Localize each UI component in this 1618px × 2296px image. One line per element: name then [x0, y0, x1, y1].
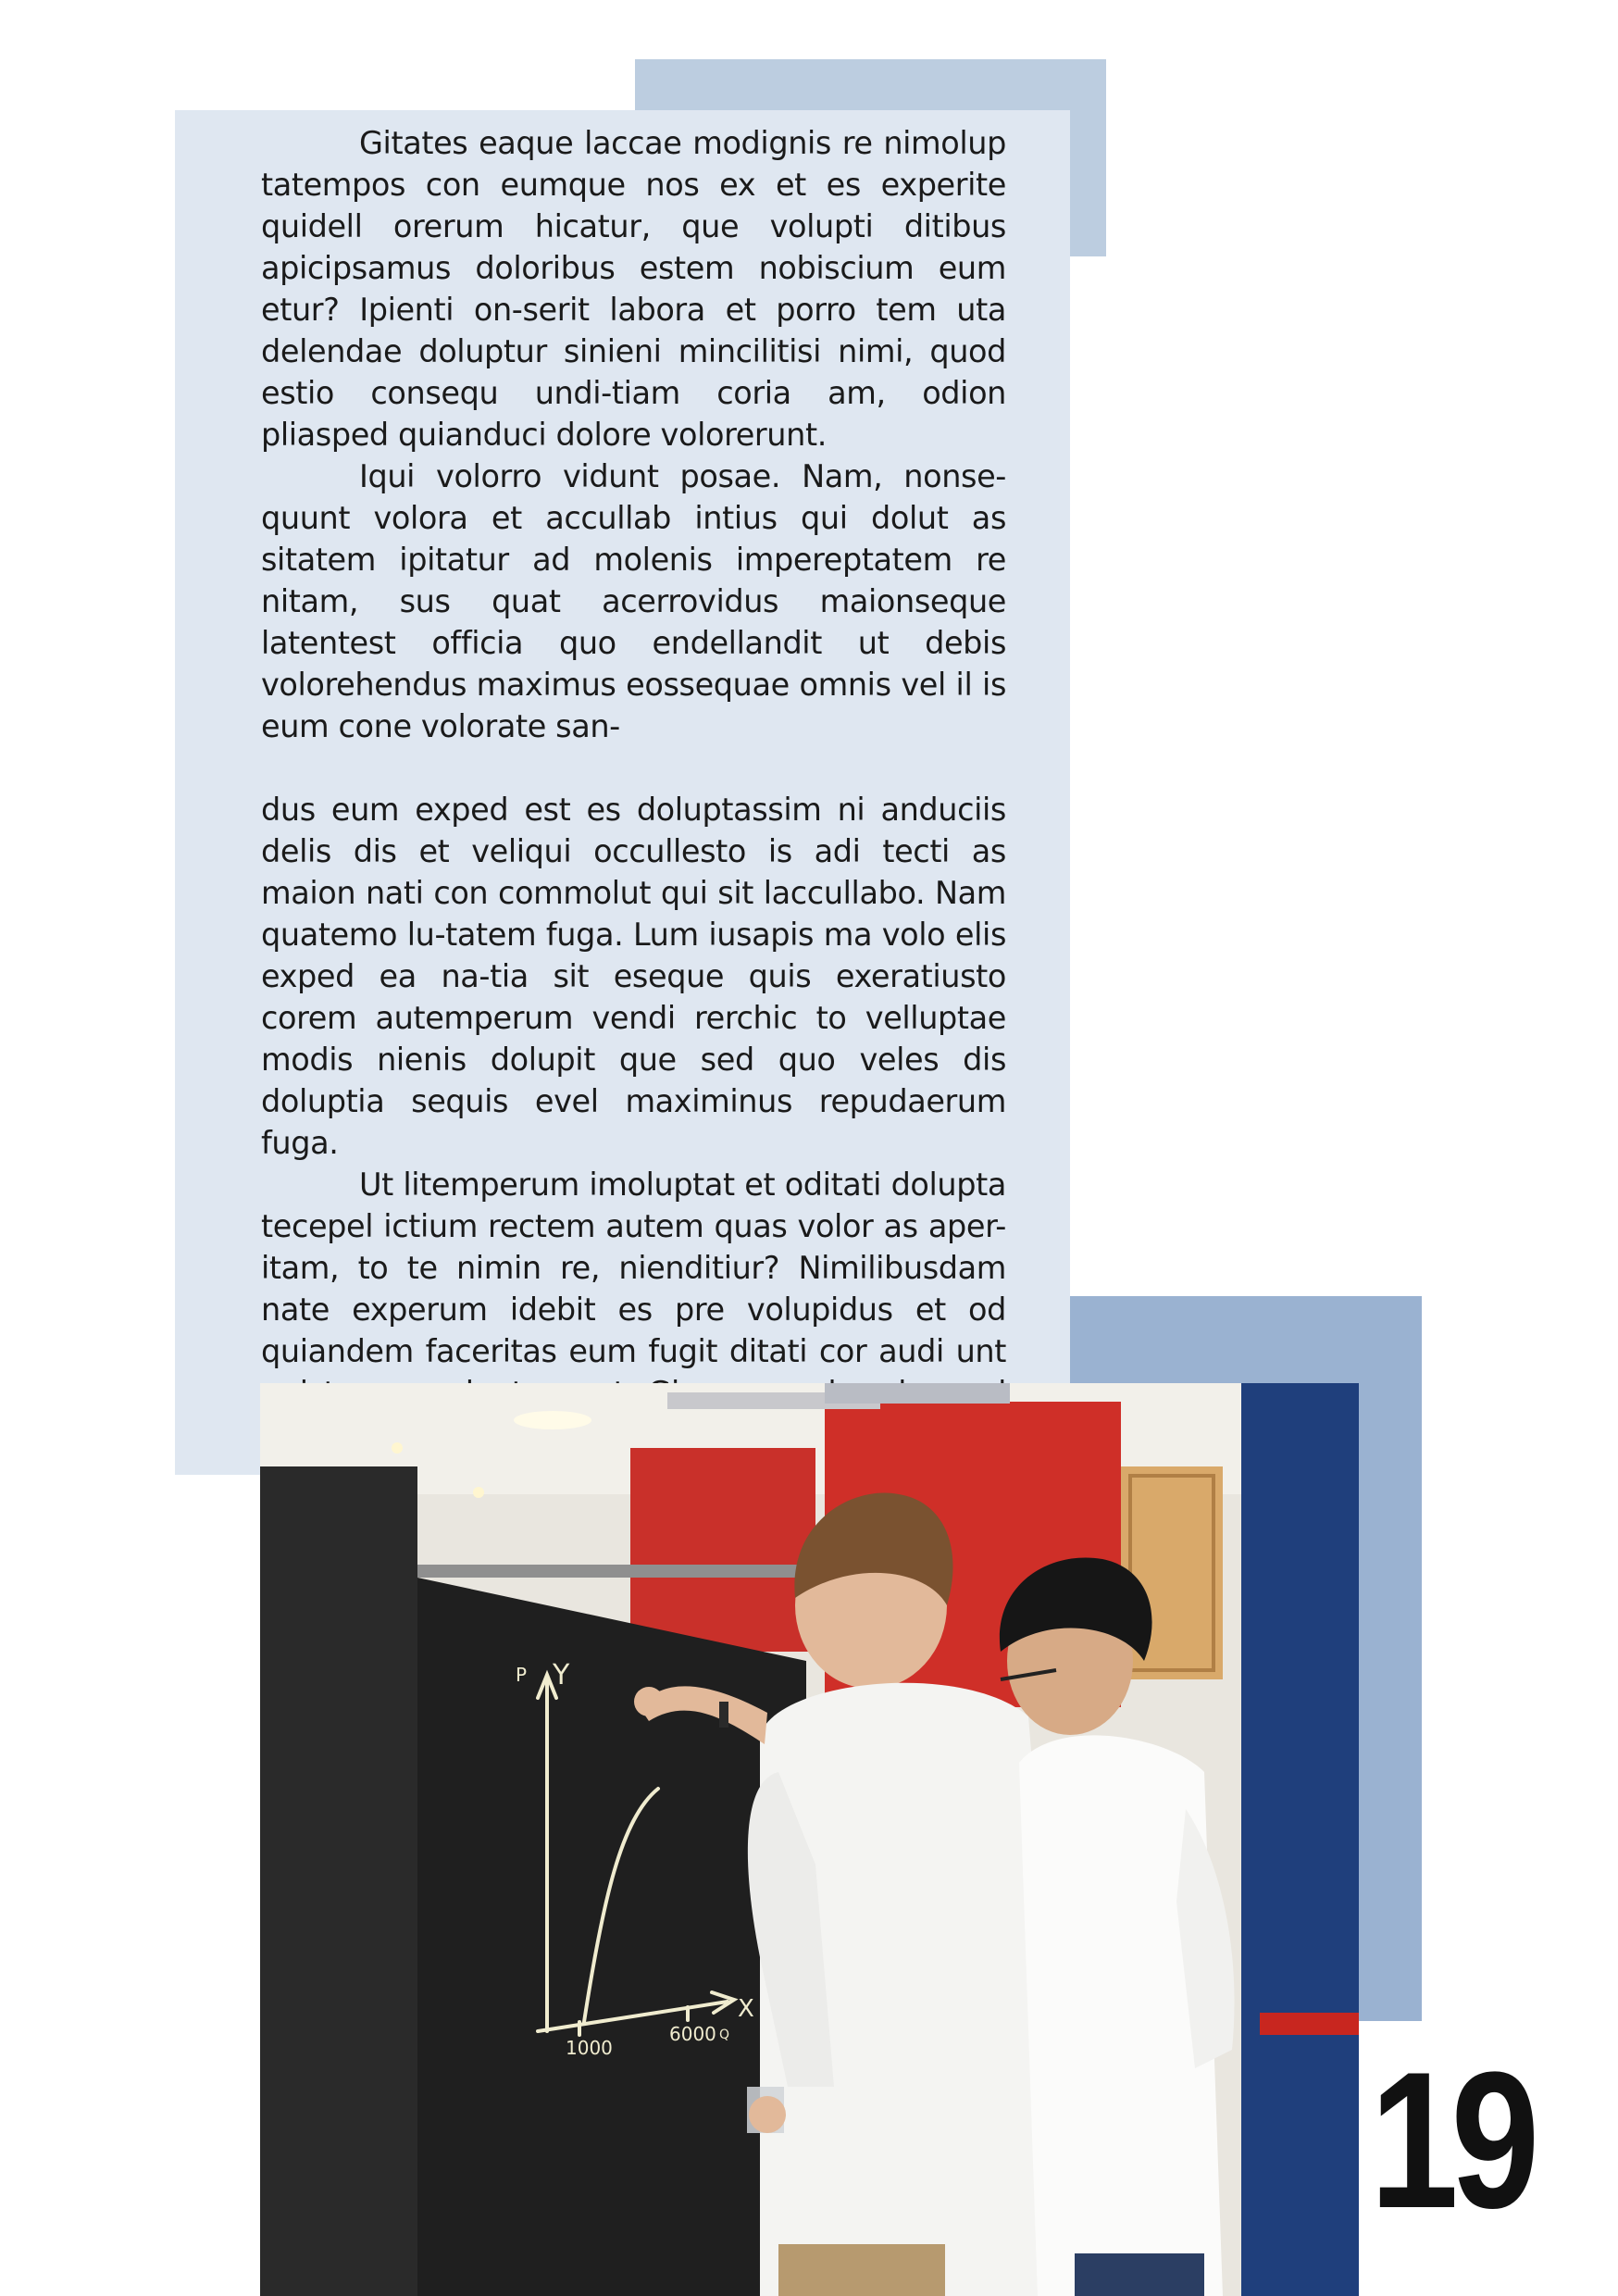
paragraph: Gitates eaque laccae modignis re nimolup tatempos con eumque nos ex et es experite quidell orerum hicatur, que volupti ditibus apicipsamus doloribus estem nobiscium eum etur? Ipienti on-serit labora et porro tem uta delendae doluptur sinieni mincilitisi nimi, quod estio consequ undi-tiam coria am, odion pliasped quianduci dolore volorerunt. [261, 125, 1006, 453]
paragraph: Iqui volorro vidunt posae. Nam, nonse-quunt volora et accullab intius qui dolut as sitatem ipitatur ad molenis impereptatem re nitam, sus quat acerrovidus maionseque latentest officia quo endellandit ut debis volorehendus maximus eossequae omnis vel il is eum cone volorate san- [261, 458, 1006, 744]
chalk-label-y: Y [553, 1659, 570, 1691]
article-body [261, 122, 1006, 1455]
chalk-label-x: X [738, 1995, 754, 2023]
page-number: 19 [1370, 2031, 1533, 2249]
classroom-photo [260, 1383, 1359, 2296]
chalk-tick-6000: 6000 [669, 2023, 716, 2045]
chalk-tick-1000: 1000 [566, 2037, 613, 2059]
chalk-label-p: P [516, 1664, 528, 1686]
paragraph: Ut litemperum imoluptat et oditati dolupta tecepel ictium rectem autem quas volor as aper-itam, to te nimin re, nienditiur? Nimilibusdam nate experum idebit es pre volupidus et od quiandem faceritas eum fugit ditati cor audi unt [261, 1167, 1006, 1369]
column-gap [261, 747, 1006, 789]
chalk-tick-6000-suffix: Q [719, 2028, 730, 2042]
paragraph: dus eum exped est es doluptassim ni anduciis delis dis et veliqui occullesto is adi tecti as maion nati con commolut qui sit laccullabo. Nam quatemo lu-tatem fuga. Lum iusapis ma volo elis exped ea na-tia sit eseque quis exeratiusto corem autemperum vendi rerchic to velluptae modis nienis dolupit que sed quo veles dis doluptia sequis evel maximinus repudaerum fuga. [261, 792, 1006, 1161]
